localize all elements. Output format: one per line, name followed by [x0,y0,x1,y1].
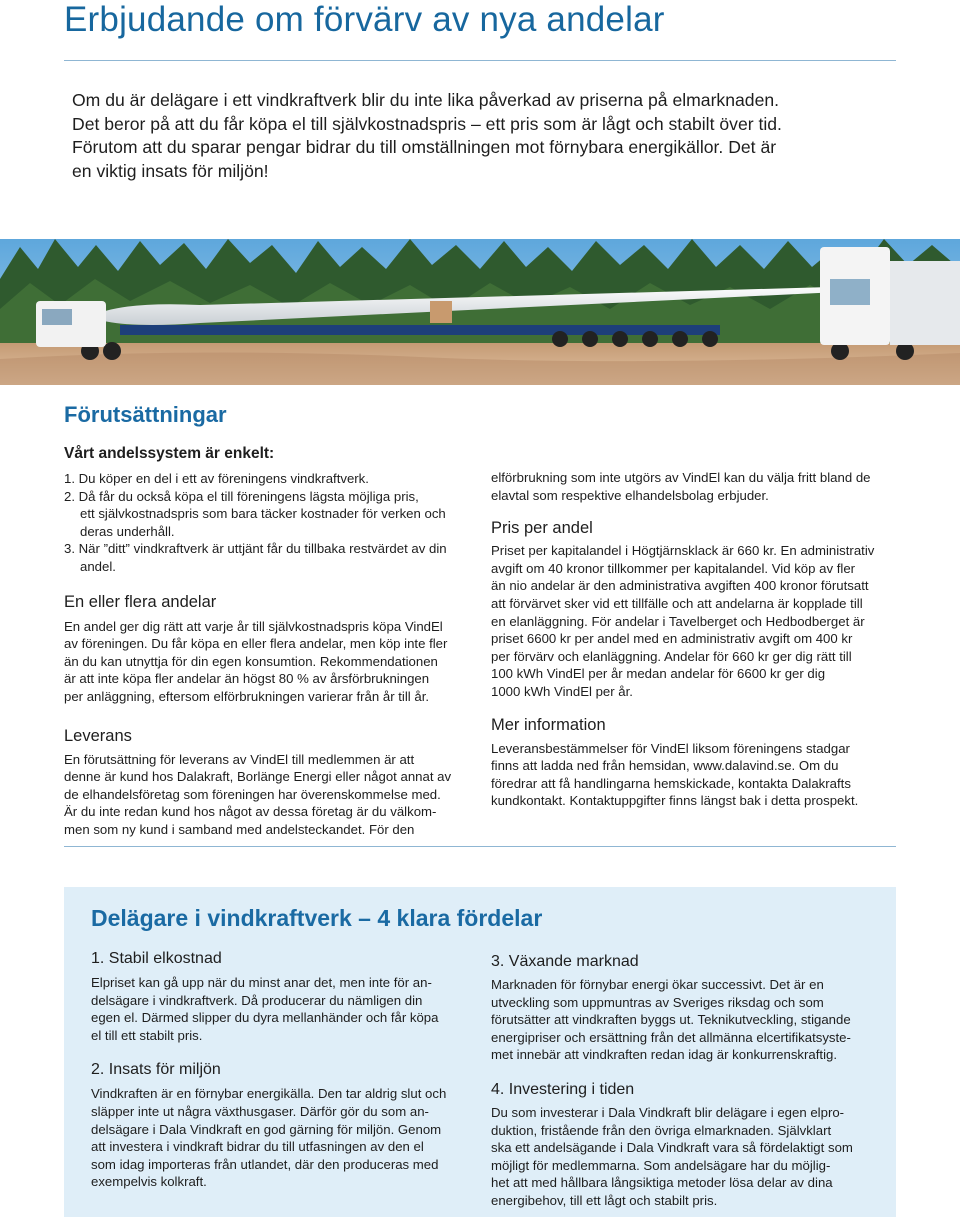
advantages-left [91,949,481,1191]
step-line: andel. [80,558,116,574]
text-line: Priset per kapitalandel i Högtjärnsklack är 660 kr. En administrativ [491,543,875,559]
price-heading: Pris per andel [491,519,593,538]
text-line: förutsätter att vindkraften byggs ut. Teknikutveckling, stigande [491,1012,851,1028]
advantage-heading: 2. Insats för miljön [91,1061,221,1079]
text-line: 100 kWh VindEl per år medan andelar för 6600 kr ger dig [491,666,826,682]
top-divider [64,60,896,61]
text-line: Vindkraften är en förnybar energikälla. Den tar aldrig slut och [91,1086,447,1102]
intro-paragraph [72,89,902,183]
list-item [64,540,484,575]
steps-list [64,470,484,576]
advantages-right [491,952,891,1210]
text-line: att förvärvet sker vid ett tillfälle och att andelarna är kopplade till [491,595,863,611]
right-column [491,469,911,810]
text-line: per anläggning, eftersom elförbrukningen varierar från år till år. [64,688,430,704]
list-item [64,470,484,488]
text-line: energipriser och ersättning från det allmänna elcertifikatsyste- [491,1029,851,1045]
shares-heading: En eller flera andelar [64,592,217,611]
text-line: som idag importeras från utlandet, där den produceras med [91,1156,439,1172]
text-line: släpper inte ut några växthusgaser. Därför gör du som an- [91,1103,429,1119]
advantage-text [491,1104,891,1210]
advantage-heading: 3. Växande marknad [491,953,639,970]
text-line: duktion, fristående från den övriga elmarknaden. Självklart [491,1122,832,1138]
text-line: Elpriset kan gå upp när du minst anar det, men inte för an- [91,975,432,990]
intro-line: Om du är delägare i ett vindkraftverk blir du inte lika påverkad av priserna på elmarknaden. [72,90,780,110]
advantage-heading: 4. Investering i tiden [491,1080,635,1098]
text-line: Du som investerar i Dala Vindkraft blir delägare i egen elpro- [491,1104,845,1120]
text-line: avgift om 40 kronor tillkommer per kapitalandel. Vid köp av fler [491,560,856,576]
text-line: en elanläggning. För andelar i Tavelberget och Hedbodberget är [491,613,865,629]
step-line: 3. När ”ditt” vindkraftverk är uttjänt får du tillbaka restvärdet av din [64,541,447,557]
info-heading: Mer information [491,715,606,734]
text-line: energibehov, till ett lågt och stabilt pris. [491,1192,718,1208]
text-line: kundkontakt. Kontaktuppgifter finns längst bak i detta prospekt. [491,793,859,809]
text-line: finns att ladda ned från hemsidan, www.dalavind.se. Om du [491,758,839,774]
text-line: är att inte köpa fler andelar än högst 80 % av årsförbrukningen [64,671,430,687]
text-line: per förvärv och elanläggning. Andelar för 660 kr ger dig rätt till [491,648,852,664]
text-line: delsägare i vindkraftverk. Då producerar du nämligen din [91,992,423,1008]
advantage-heading: 1. Stabil elkostnad [91,950,222,967]
left-column [64,444,484,839]
text-line: priset 6600 kr per andel med en administrativ avgift om 400 kr [491,631,853,647]
text-line: elförbrukning som inte utgörs av VindEl kan du välja fritt bland de [491,470,871,485]
text-line: 1000 kWh VindEl per år. [491,683,633,699]
advantages-title: Delägare i vindkraftverk – 4 klara fördelar [91,905,543,931]
step-line: deras underhåll. [80,523,175,539]
text-line: Marknaden för förnybar energi ökar successivt. Det är en [491,977,824,992]
text-line: egen el. Därmed slipper du dyra mellanhänder och får köpa [91,1010,439,1026]
bottom-divider [64,846,896,847]
step-line: ett självkostnadspris som bara täcker kostnader för verken och [80,506,446,522]
system-heading: Vårt andelssystem är enkelt: [64,445,275,462]
text-line: utveckling som uppmuntras av Sveriges riksdag och som [491,994,824,1010]
page-title: Erbjudande om förvärv av nya andelar [64,0,665,39]
text-line: av föreningen. Du får köpa en eller flera andelar, men köp inte fler [64,636,448,652]
text-line: de elhandelsföretag som föreningen har överenskommelse med. [64,786,441,802]
intro-line: Förutom att du sparar pengar bidrar du till omställningen mot förnybara energikällor. Det är [72,137,777,157]
section-title: Förutsättningar [64,402,227,427]
step-line: 1. Du köper en del i ett av föreningens vindkraftverk. [64,471,369,486]
list-item [64,488,484,541]
advantage-text [91,1085,481,1191]
text-line: föredrar att få handlingarna hemskickade, kontakta Dalakrafts [491,775,851,791]
text-line: Leveransbestämmelser för VindEl liksom föreningens stadgar [491,740,850,756]
text-line: möjligt för medlemmarna. Som andelsägare har du möjlig- [491,1157,831,1173]
text-line: än du kan utnyttja för din egen konsumtion. Rekommendationen [64,653,438,669]
photo-turbine-blade-transport [0,239,960,385]
text-line: En förutsättning för leverans av VindEl till medlemmen är att [64,751,415,767]
text-line: att investera i vindkraft bidrar du till utfasningen av den el [91,1139,424,1155]
info-paragraph [491,740,911,810]
delivery-heading: Leverans [64,726,132,745]
delivery-continued-paragraph [491,469,911,504]
text-line: met innebär att vindkraften redan idag är konkurrenskraftig. [491,1047,837,1063]
delivery-paragraph [64,751,484,839]
text-line: En andel ger dig rätt att varje år till självkostnadspris köpa VindEl [64,618,443,634]
text-line: elavtal som respektive elhandelsbolag erbjuder. [491,487,769,503]
step-line: 2. Då får du också köpa el till föreningens lägsta möjliga pris, [64,488,419,504]
intro-line: Det beror på att du får köpa el till självkostnadspris – ett pris som är lågt och stabilt över tid. [72,113,782,134]
text-line: denne är kund hos Dalakraft, Borlänge Energi eller något annat av [64,769,452,785]
advantage-text [491,976,891,1064]
text-line: Är du inte redan kund hos något av dessa företag är du välkom- [64,804,437,820]
text-line: el till ett stabilt pris. [91,1027,203,1043]
intro-line: en viktig insats för miljön! [72,160,269,181]
text-line: delsägare i Dala Vindkraft en god gärning för miljön. Genom [91,1121,442,1137]
text-line: het att med hållbara långsiktiga metoder lösa delar av dina [491,1175,833,1191]
text-line: än nio andelar är den administrativa avgiften 400 kronor förutsatt [491,578,869,594]
advantage-text [91,974,481,1044]
text-line: exempelvis kolkraft. [91,1174,207,1190]
shares-paragraph [64,618,484,706]
text-line: men som ny kund i samband med andelsteckandet. För den [64,821,415,837]
price-paragraph [491,542,911,700]
text-line: ska ett andelsägande i Dala Vindkraft vara så fördelaktigt som [491,1140,853,1156]
